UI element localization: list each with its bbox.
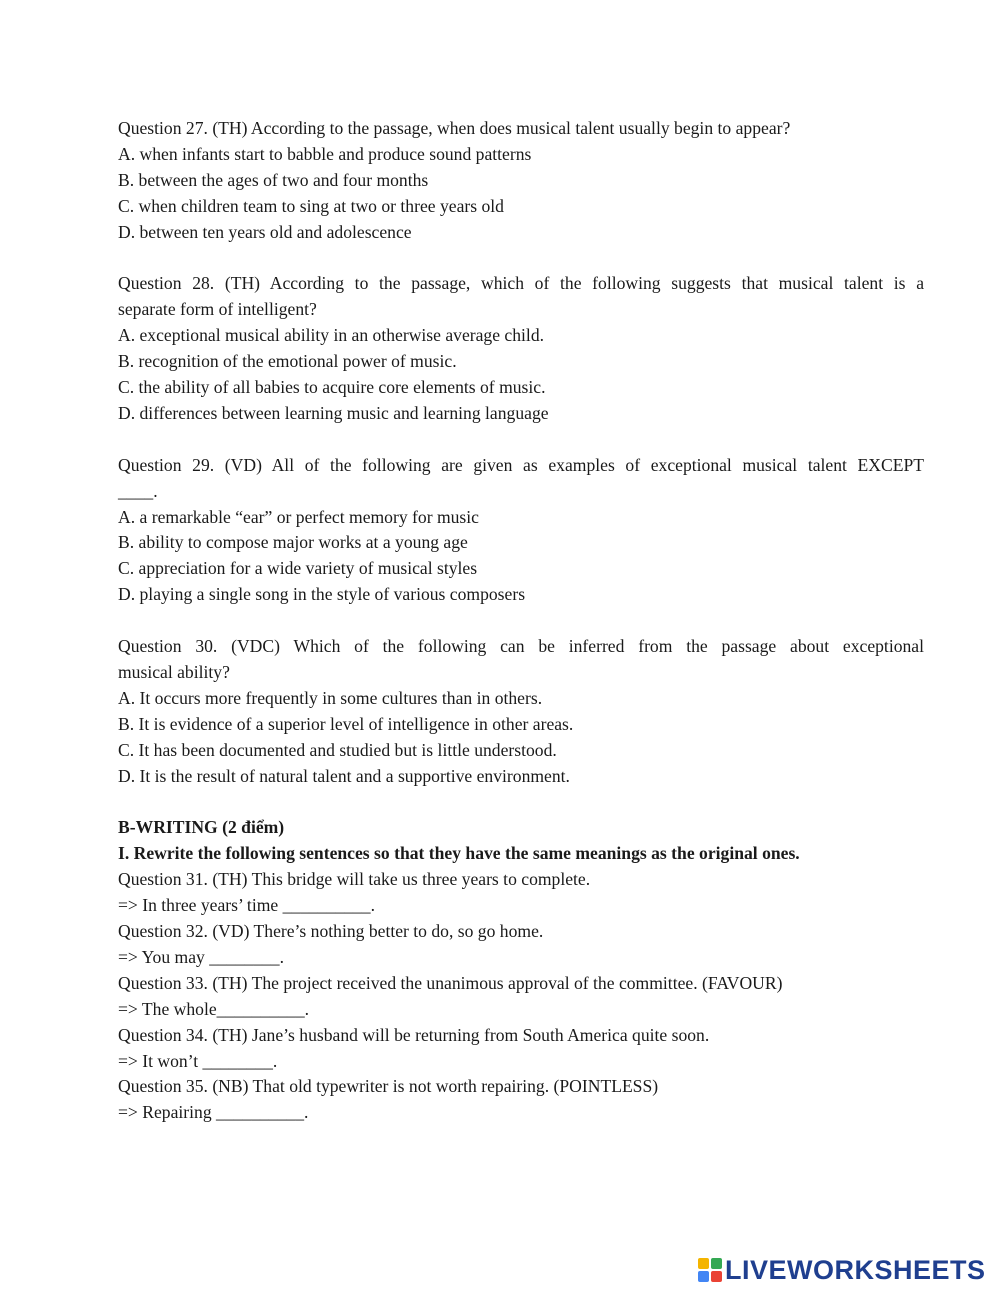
question-34: Question 34. (TH) Jane’s husband will be returning from South America quite soon. xyxy=(118,1024,710,1045)
liveworksheets-logo xyxy=(698,1257,986,1283)
option-a: A. exceptional musical ability in an otherwise average child. xyxy=(118,325,545,346)
option-c: C. appreciation for a wide variety of musical styles xyxy=(118,558,478,579)
question-stem-line-1: Question 30. (VDC) Which of the following can be inferred from the passage about exceptional xyxy=(118,636,924,657)
logo-square xyxy=(698,1258,709,1269)
question-stem: Question 27. (TH) According to the passage, when does musical talent usually begin to appear? xyxy=(118,118,791,138)
question-32: Question 32. (VD) There’s nothing better to do, so go home. xyxy=(118,921,544,942)
question-stem-line-1: Question 29. (VD) All of the following are given as examples of exceptional musical talent EXCEPT xyxy=(118,454,924,475)
question-29 xyxy=(118,453,924,608)
question-stem-line-1: Question 28. (TH) According to the passage, which of the following suggests that musical talent is a xyxy=(118,273,924,294)
logo-square xyxy=(698,1271,709,1282)
logo-square xyxy=(711,1271,722,1282)
option-c: C. the ability of all babies to acquire core elements of music. xyxy=(118,377,546,398)
answer-35[interactable]: => Repairing __________. xyxy=(118,1102,309,1123)
option-d: D. It is the result of natural talent and a supportive environment. xyxy=(118,765,570,786)
option-a: A. It occurs more frequently in some cultures than in others. xyxy=(118,687,543,708)
question-33: Question 33. (TH) The project received the unanimous approval of the committee. (FAVOUR) xyxy=(118,972,783,993)
logo-squares-icon xyxy=(698,1258,722,1282)
section-instruction: I. Rewrite the following sentences so that they have the same meanings as the original ones. xyxy=(118,843,800,864)
answer-33[interactable]: => The whole__________. xyxy=(118,998,310,1019)
worksheet-page xyxy=(118,116,924,1126)
option-b: B. It is evidence of a superior level of intelligence in other areas. xyxy=(118,713,574,734)
option-d: D. between ten years old and adolescence xyxy=(118,221,412,242)
question-30 xyxy=(118,634,924,789)
option-b: B. recognition of the emotional power of music. xyxy=(118,351,457,372)
logo-square xyxy=(711,1258,722,1269)
option-b: B. ability to compose major works at a young age xyxy=(118,532,468,553)
logo-text: LIVEWORKSHEETS xyxy=(725,1255,986,1285)
question-stem-line-2: musical ability? xyxy=(118,661,230,682)
question-31: Question 31. (TH) This bridge will take us three years to complete. xyxy=(118,869,591,890)
option-d: D. differences between learning music and learning language xyxy=(118,402,549,423)
option-c: C. when children team to sing at two or three years old xyxy=(118,195,504,216)
question-stem-line-2: separate form of intelligent? xyxy=(118,299,317,320)
option-a: A. when infants start to babble and produce sound patterns xyxy=(118,143,532,164)
section-heading: B-WRITING (2 điểm) xyxy=(118,817,285,838)
answer-32[interactable]: => You may ________. xyxy=(118,946,284,967)
option-c: C. It has been documented and studied but is little understood. xyxy=(118,739,557,760)
question-35: Question 35. (NB) That old typewriter is not worth repairing. (POINTLESS) xyxy=(118,1076,659,1097)
question-28 xyxy=(118,271,924,426)
option-b: B. between the ages of two and four months xyxy=(118,169,429,190)
answer-31[interactable]: => In three years’ time __________. xyxy=(118,895,375,916)
option-d: D. playing a single song in the style of various composers xyxy=(118,584,526,605)
writing-section xyxy=(118,815,924,1126)
answer-34[interactable]: => It won’t ________. xyxy=(118,1050,278,1071)
question-stem-line-2: ____. xyxy=(118,480,158,501)
option-a: A. a remarkable “ear” or perfect memory for music xyxy=(118,506,479,527)
question-27 xyxy=(118,116,924,246)
